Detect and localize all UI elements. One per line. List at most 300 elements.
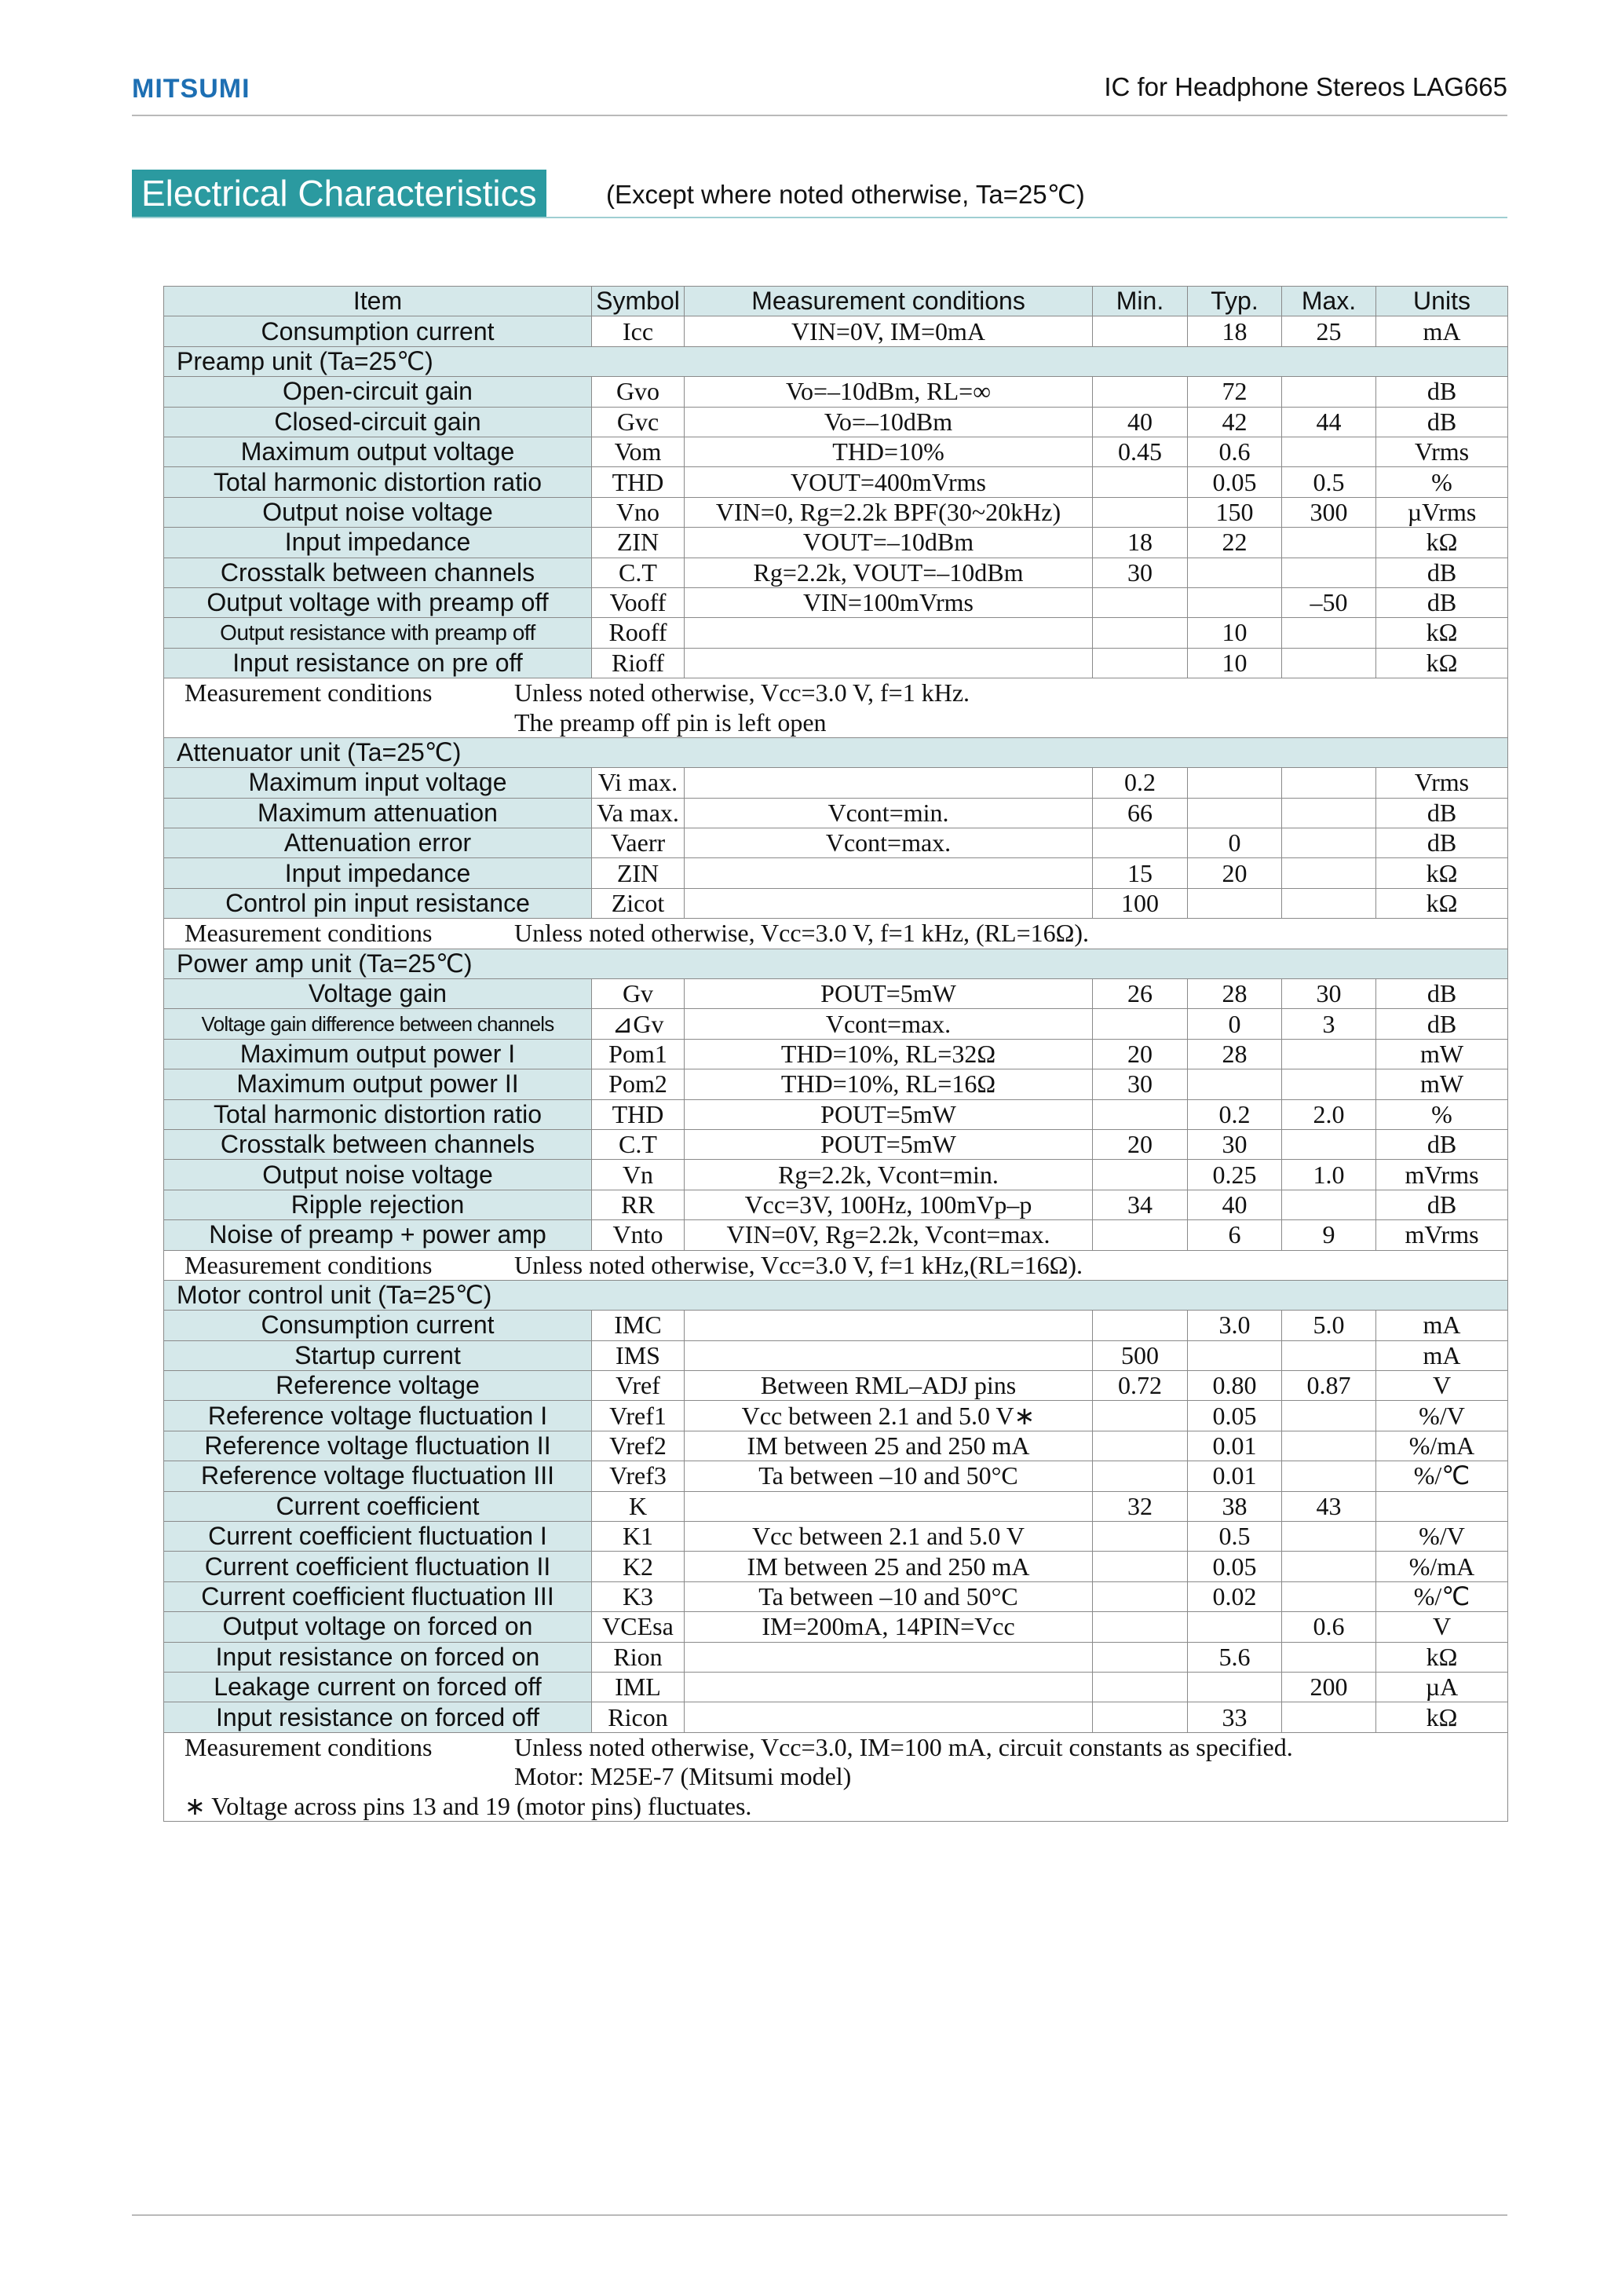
unit-cell: dB (1376, 377, 1508, 407)
symbol-cell: Ricon (592, 1702, 685, 1732)
measurement-note-row (164, 919, 1508, 949)
table-row (164, 978, 1508, 1008)
item-cell: Consumption current (164, 316, 592, 346)
typ-cell (1188, 888, 1282, 918)
max-cell: 0.6 (1282, 1612, 1376, 1642)
brand-logo: MITSUMI (132, 74, 250, 104)
min-cell (1093, 1581, 1188, 1611)
typ-cell: 0.5 (1188, 1522, 1282, 1552)
min-cell (1093, 1702, 1188, 1732)
typ-cell: 0.25 (1188, 1160, 1282, 1190)
max-cell (1282, 558, 1376, 587)
unit-cell: dB (1376, 558, 1508, 587)
item-cell: Open-circuit gain (164, 377, 592, 407)
typ-cell: 0.01 (1188, 1461, 1282, 1491)
table-row (164, 1009, 1508, 1039)
note-text: Unless noted otherwise, Vcc=3.0 V, f=1 kHz, (RL=16Ω). (514, 919, 1090, 948)
symbol-cell: Vno (592, 497, 685, 527)
table-row (164, 648, 1508, 678)
typ-cell: 0 (1188, 1009, 1282, 1039)
table-row (164, 768, 1508, 798)
unit-cell: mVrms (1376, 1160, 1508, 1190)
condition-cell: POUT=5mW (685, 978, 1093, 1008)
table-row (164, 828, 1508, 858)
condition-cell: Vcont=max. (685, 1009, 1093, 1039)
unit-cell: mW (1376, 1039, 1508, 1069)
condition-cell: Rg=2.2k, Vcont=min. (685, 1160, 1093, 1190)
typ-cell (1188, 768, 1282, 798)
typ-cell: 0.05 (1188, 467, 1282, 497)
item-cell: Output voltage on forced on (164, 1612, 592, 1642)
table-row (164, 437, 1508, 466)
max-cell (1282, 1039, 1376, 1069)
max-cell: 200 (1282, 1672, 1376, 1702)
unit-cell: %/V (1376, 1401, 1508, 1431)
unit-cell: kΩ (1376, 858, 1508, 888)
table-row (164, 1431, 1508, 1461)
symbol-cell: Va max. (592, 798, 685, 828)
item-cell: Current coefficient fluctuation III (164, 1581, 592, 1611)
min-cell (1093, 497, 1188, 527)
unit-cell: kΩ (1376, 1642, 1508, 1672)
typ-cell: 5.6 (1188, 1642, 1282, 1672)
unit-cell: mW (1376, 1069, 1508, 1099)
condition-cell: Ta between –10 and 50°C (685, 1581, 1093, 1611)
symbol-cell: THD (592, 467, 685, 497)
column-header: Max. (1282, 287, 1376, 316)
symbol-cell: Rion (592, 1642, 685, 1672)
condition-cell: Vcont=max. (685, 828, 1093, 858)
typ-cell: 150 (1188, 497, 1282, 527)
symbol-cell: Rooff (592, 618, 685, 648)
max-cell: 5.0 (1282, 1311, 1376, 1340)
min-cell: 30 (1093, 1069, 1188, 1099)
unit-cell: kΩ (1376, 1702, 1508, 1732)
measurement-note (164, 707, 1508, 737)
max-cell: 25 (1282, 316, 1376, 346)
typ-cell (1188, 1612, 1282, 1642)
note-label: Measurement conditions (184, 919, 433, 948)
typ-cell (1188, 587, 1282, 617)
column-header: Symbol (592, 287, 685, 316)
table-row (164, 1069, 1508, 1099)
unit-cell: mA (1376, 1311, 1508, 1340)
min-cell: 15 (1093, 858, 1188, 888)
typ-cell: 0.02 (1188, 1581, 1282, 1611)
unit-cell: mA (1376, 316, 1508, 346)
section-title: Electrical Characteristics (132, 170, 546, 217)
unit-cell: dB (1376, 1009, 1508, 1039)
symbol-cell: Vref2 (592, 1431, 685, 1461)
item-cell: Maximum output power II (164, 1069, 592, 1099)
min-cell: 66 (1093, 798, 1188, 828)
condition-cell: Vcont=min. (685, 798, 1093, 828)
unit-cell: mVrms (1376, 1220, 1508, 1250)
document-title: IC for Headphone Stereos LAG665 (1104, 72, 1507, 101)
note-label: Measurement conditions (184, 678, 433, 707)
table-row (164, 528, 1508, 558)
symbol-cell: VCEsa (592, 1612, 685, 1642)
min-cell (1093, 1009, 1188, 1039)
typ-cell: 42 (1188, 407, 1282, 437)
group-header-row (164, 1280, 1508, 1310)
max-cell (1282, 768, 1376, 798)
condition-cell: POUT=5mW (685, 1099, 1093, 1129)
unit-cell: V (1376, 1371, 1508, 1401)
condition-cell: IM=200mA, 14PIN=Vcc (685, 1612, 1093, 1642)
typ-cell: 33 (1188, 1702, 1282, 1732)
symbol-cell: Vref (592, 1371, 685, 1401)
condition-cell (685, 858, 1093, 888)
condition-cell: IM between 25 and 250 mA (685, 1552, 1093, 1581)
condition-cell (685, 1311, 1093, 1340)
typ-cell (1188, 558, 1282, 587)
max-cell (1282, 618, 1376, 648)
note-text: Unless noted otherwise, Vcc=3.0 V, f=1 kHz. (514, 678, 970, 707)
item-cell: Maximum input voltage (164, 768, 592, 798)
symbol-cell: ⊿Gv (592, 1009, 685, 1039)
item-cell: Input resistance on forced on (164, 1642, 592, 1672)
unit-cell: kΩ (1376, 888, 1508, 918)
symbol-cell: Vref3 (592, 1461, 685, 1491)
min-cell: 0.72 (1093, 1371, 1188, 1401)
unit-cell: µVrms (1376, 497, 1508, 527)
max-cell (1282, 858, 1376, 888)
condition-cell: POUT=5mW (685, 1129, 1093, 1159)
condition-cell: THD=10%, RL=16Ω (685, 1069, 1093, 1099)
min-cell: 32 (1093, 1491, 1188, 1521)
max-cell: 44 (1282, 407, 1376, 437)
typ-cell: 20 (1188, 858, 1282, 888)
condition-cell (685, 1672, 1093, 1702)
column-header: Min. (1093, 287, 1188, 316)
symbol-cell: IMC (592, 1311, 685, 1340)
group-header-row (164, 737, 1508, 767)
min-cell (1093, 377, 1188, 407)
max-cell (1282, 1642, 1376, 1672)
max-cell (1282, 1552, 1376, 1581)
table-row (164, 497, 1508, 527)
table-row (164, 1190, 1508, 1219)
typ-cell: 40 (1188, 1190, 1282, 1219)
symbol-cell: Icc (592, 316, 685, 346)
table-row (164, 1672, 1508, 1702)
item-cell: Output voltage with preamp off (164, 587, 592, 617)
unit-cell: mA (1376, 1340, 1508, 1370)
item-cell: Total harmonic distortion ratio (164, 1099, 592, 1129)
min-cell (1093, 1612, 1188, 1642)
symbol-cell: ZIN (592, 528, 685, 558)
unit-cell: Vrms (1376, 437, 1508, 466)
table-header-row (164, 287, 1508, 316)
condition-cell: THD=10%, RL=32Ω (685, 1039, 1093, 1069)
symbol-cell: THD (592, 1099, 685, 1129)
symbol-cell: Pom1 (592, 1039, 685, 1069)
condition-cell (685, 648, 1093, 678)
min-cell (1093, 1431, 1188, 1461)
item-cell: Leakage current on forced off (164, 1672, 592, 1702)
unit-cell: kΩ (1376, 618, 1508, 648)
item-cell: Maximum output voltage (164, 437, 592, 466)
typ-cell (1188, 1069, 1282, 1099)
typ-cell: 0.01 (1188, 1431, 1282, 1461)
max-cell (1282, 528, 1376, 558)
note-text: Unless noted otherwise, Vcc=3.0 V, f=1 kHz,(RL=16Ω). (514, 1250, 1083, 1279)
group-header-row (164, 949, 1508, 978)
item-cell: Ripple rejection (164, 1190, 592, 1219)
symbol-cell: ZIN (592, 858, 685, 888)
typ-cell: 0.6 (1188, 437, 1282, 466)
measurement-note-row (164, 707, 1508, 737)
item-cell: Control pin input resistance (164, 888, 592, 918)
unit-cell: dB (1376, 407, 1508, 437)
unit-cell (1376, 1491, 1508, 1521)
condition-cell (685, 888, 1093, 918)
table-row (164, 1702, 1508, 1732)
table-body (164, 287, 1508, 1822)
max-cell: 0.87 (1282, 1371, 1376, 1401)
unit-cell: V (1376, 1612, 1508, 1642)
item-cell: Input resistance on pre off (164, 648, 592, 678)
symbol-cell: Vaerr (592, 828, 685, 858)
item-cell: Closed-circuit gain (164, 407, 592, 437)
min-cell (1093, 1401, 1188, 1431)
note-text: Unless noted otherwise, Vcc=3.0, IM=100 mA, circuit constants as specified. (514, 1732, 1293, 1761)
note-text: Motor: M25E-7 (Mitsumi model) (514, 1762, 852, 1791)
unit-cell: % (1376, 467, 1508, 497)
min-cell: 20 (1093, 1039, 1188, 1069)
table-row (164, 407, 1508, 437)
symbol-cell: Vn (592, 1160, 685, 1190)
max-cell: 300 (1282, 497, 1376, 527)
min-cell (1093, 1642, 1188, 1672)
symbol-cell: Vom (592, 437, 685, 466)
min-cell (1093, 1311, 1188, 1340)
note-text: The preamp off pin is left open (514, 707, 827, 737)
min-cell (1093, 1522, 1188, 1552)
condition-cell: VIN=0, Rg=2.2k BPF(30~20kHz) (685, 497, 1093, 527)
max-cell (1282, 828, 1376, 858)
condition-cell (685, 1491, 1093, 1521)
condition-cell: Vcc between 2.1 and 5.0 V∗ (685, 1401, 1093, 1431)
item-cell: Current coefficient fluctuation I (164, 1522, 592, 1552)
item-cell: Output noise voltage (164, 1160, 592, 1190)
column-header: Typ. (1188, 287, 1282, 316)
symbol-cell: Rioff (592, 648, 685, 678)
condition-cell (685, 1642, 1093, 1672)
min-cell: 34 (1093, 1190, 1188, 1219)
item-cell: Maximum output power I (164, 1039, 592, 1069)
item-cell: Voltage gain (164, 978, 592, 1008)
unit-cell: kΩ (1376, 648, 1508, 678)
measurement-note (164, 919, 1508, 949)
typ-cell: 0.05 (1188, 1401, 1282, 1431)
item-cell: Output noise voltage (164, 497, 592, 527)
max-cell (1282, 1581, 1376, 1611)
table-row (164, 1129, 1508, 1159)
min-cell (1093, 1160, 1188, 1190)
unit-cell: dB (1376, 1190, 1508, 1219)
max-cell (1282, 377, 1376, 407)
typ-cell: 28 (1188, 978, 1282, 1008)
table-row (164, 558, 1508, 587)
min-cell (1093, 1099, 1188, 1129)
condition-cell: Vcc=3V, 100Hz, 100mVp–p (685, 1190, 1093, 1219)
symbol-cell: Gv (592, 978, 685, 1008)
max-cell: 1.0 (1282, 1160, 1376, 1190)
typ-cell (1188, 798, 1282, 828)
unit-cell: %/℃ (1376, 1581, 1508, 1611)
item-cell: Attenuation error (164, 828, 592, 858)
min-cell: 0.45 (1093, 437, 1188, 466)
unit-cell: dB (1376, 798, 1508, 828)
max-cell: –50 (1282, 587, 1376, 617)
unit-cell: dB (1376, 1129, 1508, 1159)
symbol-cell: RR (592, 1190, 685, 1219)
typ-cell: 6 (1188, 1220, 1282, 1250)
max-cell: 9 (1282, 1220, 1376, 1250)
symbol-cell: C.T (592, 1129, 685, 1159)
group-label: Motor control unit (Ta=25℃) (164, 1280, 1508, 1310)
min-cell: 26 (1093, 978, 1188, 1008)
max-cell (1282, 1431, 1376, 1461)
symbol-cell: IMS (592, 1340, 685, 1370)
typ-cell: 22 (1188, 528, 1282, 558)
table-row (164, 1491, 1508, 1521)
note-label: Measurement conditions (184, 1732, 433, 1761)
electrical-characteristics-table (163, 286, 1508, 1822)
table-row (164, 1099, 1508, 1129)
condition-cell: VOUT=–10dBm (685, 528, 1093, 558)
measurement-note (164, 1250, 1508, 1280)
measurement-note-row (164, 1762, 1508, 1791)
item-cell: Current coefficient fluctuation II (164, 1552, 592, 1581)
max-cell (1282, 798, 1376, 828)
condition-cell: IM between 25 and 250 mA (685, 1431, 1093, 1461)
table-row (164, 377, 1508, 407)
table-row (164, 1552, 1508, 1581)
item-cell: Noise of preamp + power amp (164, 1220, 592, 1250)
footer-divider (132, 2214, 1507, 2216)
condition-cell: VIN=100mVrms (685, 587, 1093, 617)
max-cell (1282, 888, 1376, 918)
min-cell: 500 (1093, 1340, 1188, 1370)
condition-cell (685, 618, 1093, 648)
table-row (164, 1522, 1508, 1552)
unit-cell: Vrms (1376, 768, 1508, 798)
column-header: Units (1376, 287, 1508, 316)
typ-cell: 18 (1188, 316, 1282, 346)
table-row (164, 1160, 1508, 1190)
symbol-cell: K (592, 1491, 685, 1521)
condition-cell: Vo=–10dBm, RL=∞ (685, 377, 1093, 407)
condition-cell (685, 1340, 1093, 1370)
condition-cell: VIN=0V, IM=0mA (685, 316, 1093, 346)
table-row (164, 467, 1508, 497)
table-row (164, 1039, 1508, 1069)
symbol-cell: IML (592, 1672, 685, 1702)
max-cell (1282, 1522, 1376, 1552)
condition-cell: VOUT=400mVrms (685, 467, 1093, 497)
typ-cell (1188, 1340, 1282, 1370)
min-cell (1093, 828, 1188, 858)
max-cell (1282, 1702, 1376, 1732)
table-row (164, 1371, 1508, 1401)
group-header-row (164, 346, 1508, 376)
table-row (164, 1340, 1508, 1370)
measurement-note-row (164, 1250, 1508, 1280)
max-cell: 2.0 (1282, 1099, 1376, 1129)
item-cell: Maximum attenuation (164, 798, 592, 828)
measurement-note-row (164, 1732, 1508, 1762)
symbol-cell: Vooff (592, 587, 685, 617)
typ-cell: 30 (1188, 1129, 1282, 1159)
typ-cell: 10 (1188, 648, 1282, 678)
typ-cell: 38 (1188, 1491, 1282, 1521)
item-cell: Total harmonic distortion ratio (164, 467, 592, 497)
max-cell (1282, 1461, 1376, 1491)
table-row (164, 618, 1508, 648)
typ-cell: 0 (1188, 828, 1282, 858)
min-cell (1093, 587, 1188, 617)
item-cell: Reference voltage fluctuation III (164, 1461, 592, 1491)
min-cell (1093, 467, 1188, 497)
table-row (164, 858, 1508, 888)
max-cell (1282, 1401, 1376, 1431)
symbol-cell: Vnto (592, 1220, 685, 1250)
group-label: Power amp unit (Ta=25℃) (164, 949, 1508, 978)
footnote-row (164, 1792, 1508, 1822)
unit-cell: %/V (1376, 1522, 1508, 1552)
typ-cell: 72 (1188, 377, 1282, 407)
table-row (164, 316, 1508, 346)
symbol-cell: K2 (592, 1552, 685, 1581)
symbol-cell: Pom2 (592, 1069, 685, 1099)
symbol-cell: K3 (592, 1581, 685, 1611)
min-cell: 20 (1093, 1129, 1188, 1159)
table-row (164, 1581, 1508, 1611)
measurement-note (164, 1732, 1508, 1762)
table-row (164, 1461, 1508, 1491)
max-cell: 0.5 (1282, 467, 1376, 497)
unit-cell: %/mA (1376, 1431, 1508, 1461)
typ-cell (1188, 1672, 1282, 1702)
max-cell (1282, 1340, 1376, 1370)
item-cell: Output resistance with preamp off (164, 618, 592, 648)
max-cell: 30 (1282, 978, 1376, 1008)
group-label: Attenuator unit (Ta=25℃) (164, 737, 1508, 767)
table-row (164, 1401, 1508, 1431)
min-cell (1093, 618, 1188, 648)
unit-cell: dB (1376, 978, 1508, 1008)
item-cell: Crosstalk between channels (164, 558, 592, 587)
measurement-note-row (164, 678, 1508, 708)
condition-cell (685, 1702, 1093, 1732)
max-cell (1282, 648, 1376, 678)
footnote: ∗ Voltage across pins 13 and 19 (motor pins) fluctuates. (164, 1792, 1508, 1822)
min-cell (1093, 648, 1188, 678)
unit-cell: %/mA (1376, 1552, 1508, 1581)
min-cell (1093, 1552, 1188, 1581)
symbol-cell: Zicot (592, 888, 685, 918)
item-cell: Input resistance on forced off (164, 1702, 592, 1732)
item-cell: Reference voltage fluctuation II (164, 1431, 592, 1461)
typ-cell: 10 (1188, 618, 1282, 648)
max-cell (1282, 1190, 1376, 1219)
min-cell (1093, 316, 1188, 346)
note-label: Measurement conditions (184, 1250, 433, 1279)
max-cell: 3 (1282, 1009, 1376, 1039)
